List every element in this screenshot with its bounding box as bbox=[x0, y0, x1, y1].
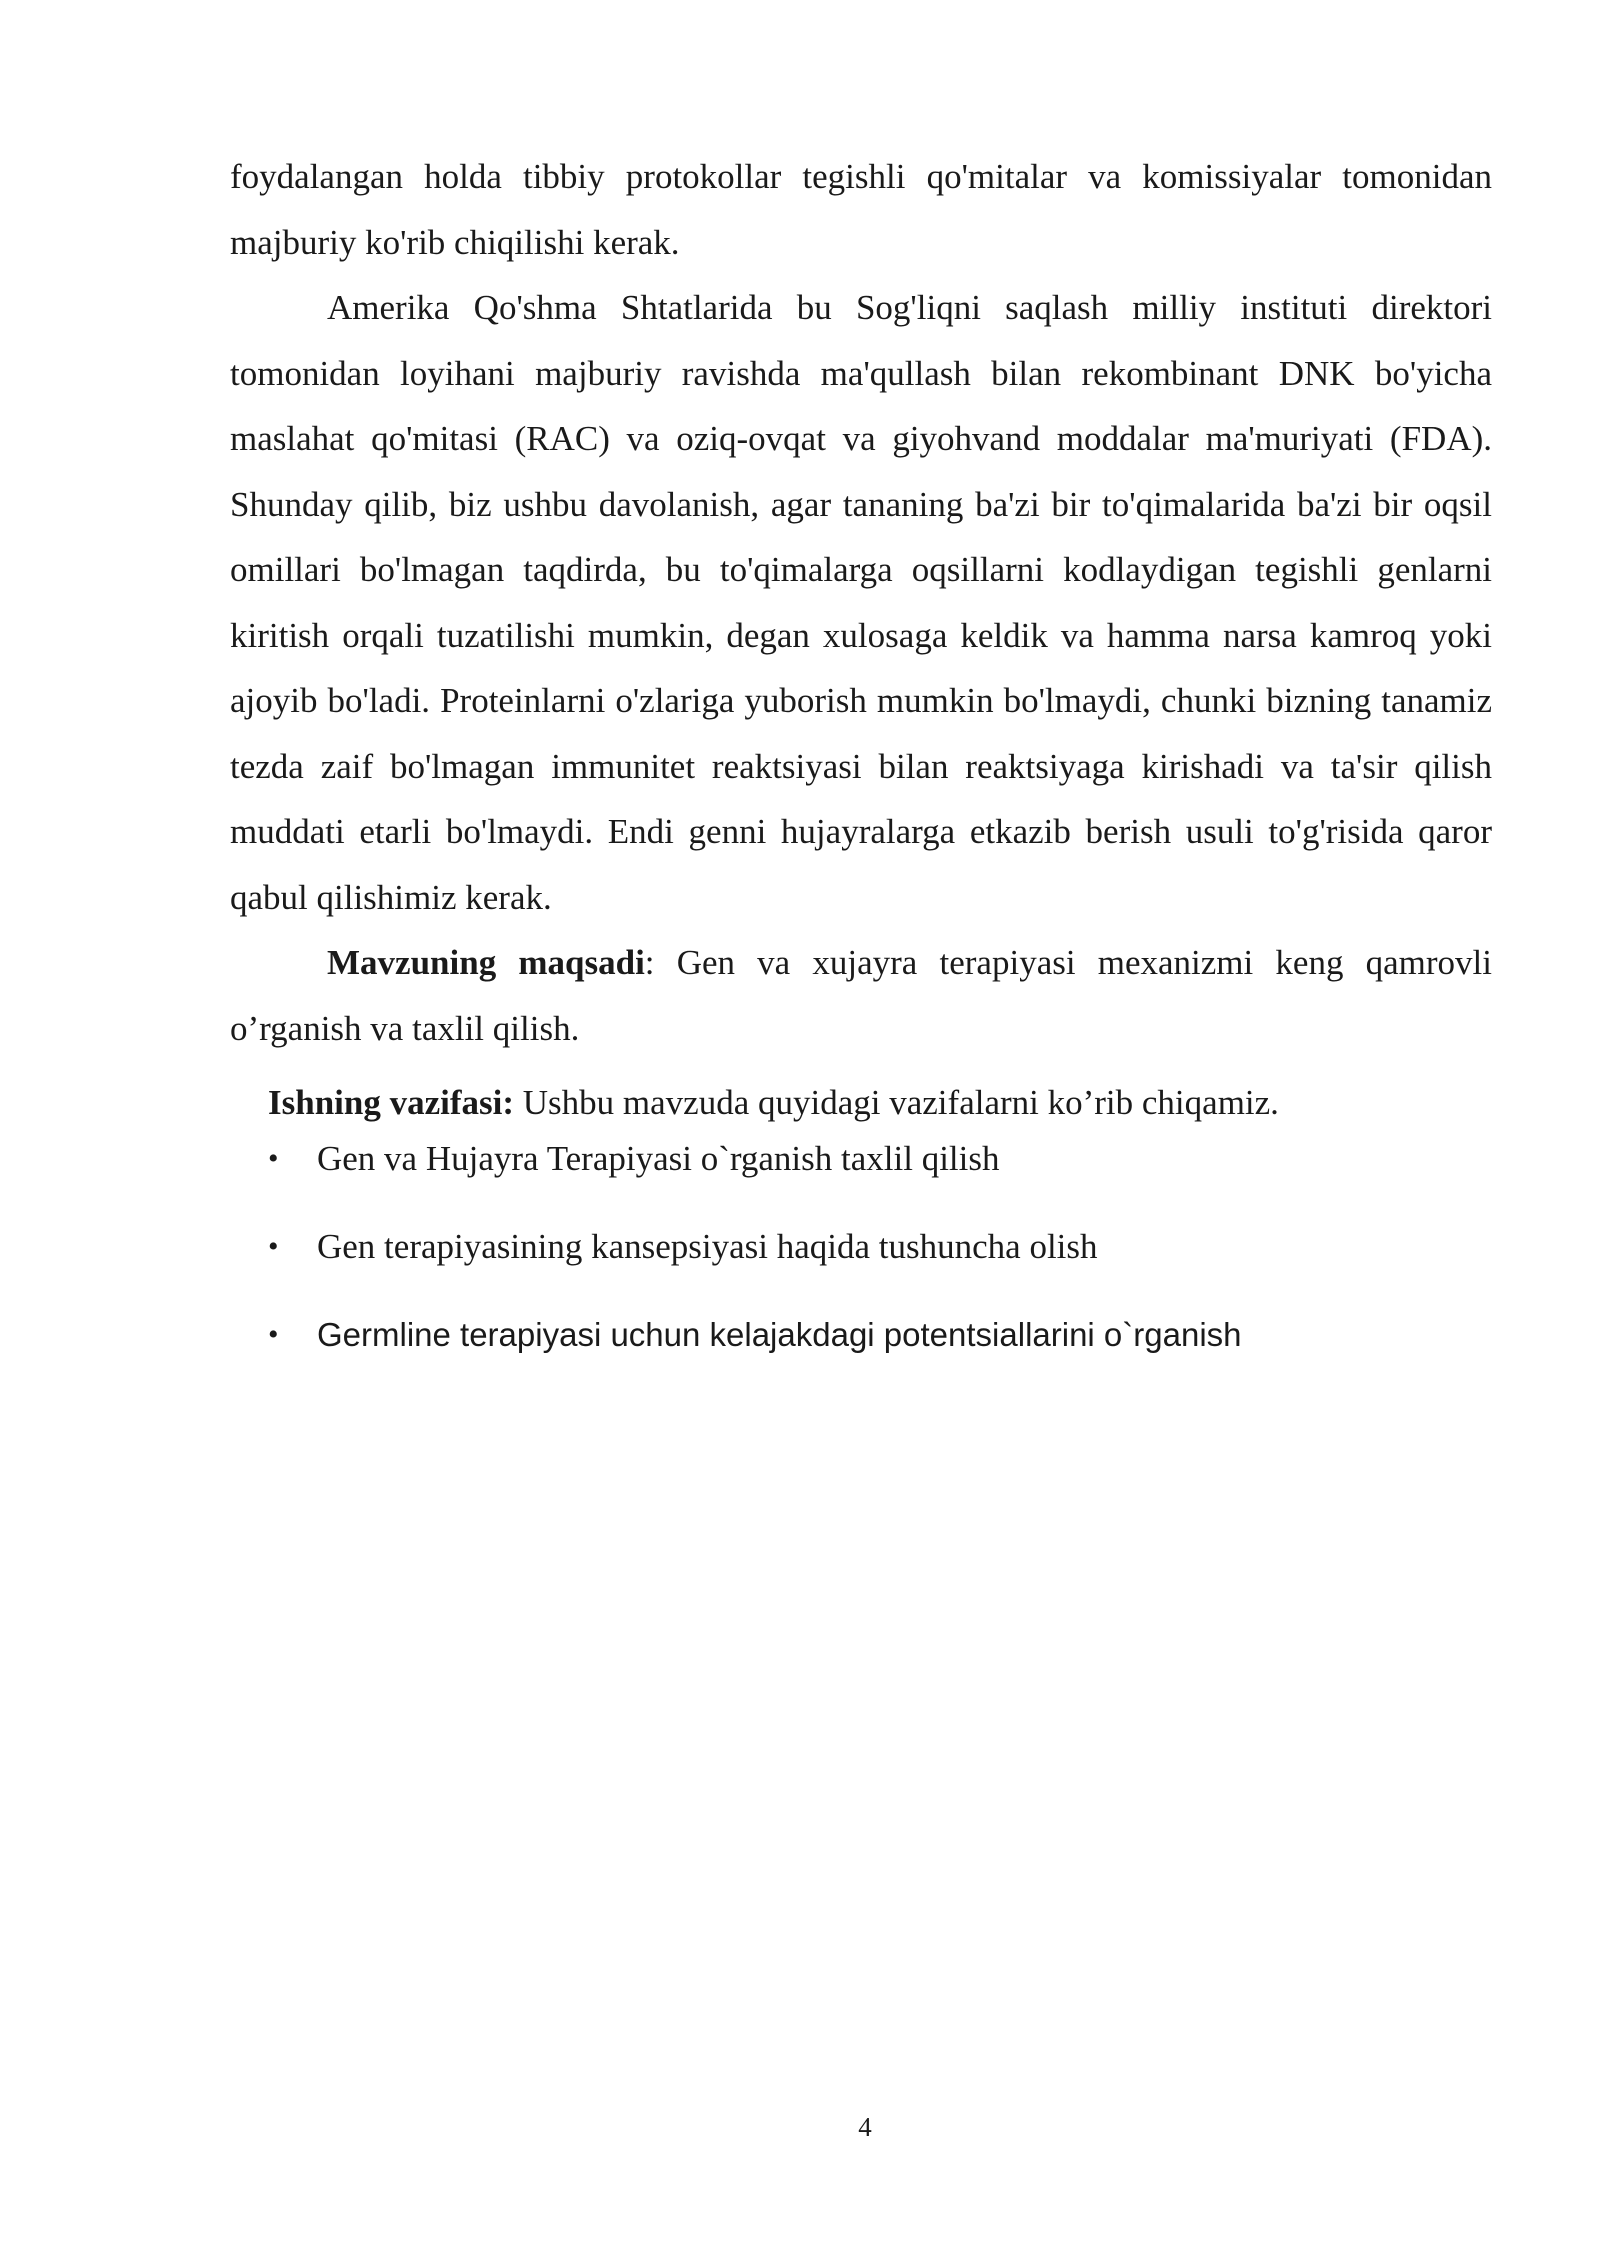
task-item bbox=[268, 1307, 1468, 1395]
page-number: 4 bbox=[858, 2112, 872, 2142]
paragraph-usa-regulation: Amerika Qo'shma Shtatlarida bu Sog'liqni saqlash milliy instituti direktori tomonidan loyihani majburiy ravishda ma'qullash bilan rekombinant DNK bo'yicha maslahat qo'mitasi (RAC) va oziq-ovqat va giyohvand moddalar ma'muriyati (FDA). Shunday qilib, biz ushbu davolanish, agar tananing ba'zi bir to'qimalarida ba'zi bir oqsil omillari bo'lmagan taqdirda, bu to'qimalarga oqsillarni kodlaydigan tegishli genlarni kiritish orqali tuzatilishi mumkin, degan xulosaga keldik va hamma narsa kamroq yoki ajoyib bo'ladi. Proteinlarni o'zlariga yuborish mumkin bo'lmaydi, chunki bizning tanamiz tezda zaif bo'lmagan immunitet reaktsiyasi bilan reaktsiyaga kirishadi va ta'sir qilish muddati etarli bo'lmaydi. Endi genni hujayralarga etkazib berish usuli to'g'risida qaror qabul qilishimiz kerak. bbox=[230, 288, 1492, 917]
bullet-icon: • bbox=[268, 1142, 279, 1175]
bullet-icon: • bbox=[268, 1318, 279, 1351]
paragraph-continuation: foydalangan holda tibbiy protokollar tegishli qo'mitalar va komissiyalar tomonidan majburiy ko'rib chiqilishi kerak. bbox=[230, 157, 1492, 262]
tasks-heading bbox=[268, 1075, 1468, 1131]
goal-text: : Gen va xujayra terapiyasi mexanizmi keng qamrovli o’rganish va taxlil qilish. bbox=[230, 943, 1492, 1048]
task-item-text: Germline terapiyasi uchun kelajakdagi potentsiallarini o`rganish bbox=[317, 1316, 1242, 1353]
tasks-intro-text: Ushbu mavzuda quyidagi vazifalarni ko’rib chiqamiz. bbox=[514, 1083, 1279, 1122]
task-list bbox=[268, 1131, 1468, 1395]
tasks-section bbox=[268, 1075, 1468, 1395]
task-item bbox=[268, 1219, 1468, 1307]
goal-paragraph bbox=[230, 930, 1492, 1061]
tasks-label: Ishning vazifasi: bbox=[268, 1083, 515, 1122]
goal-label: Mavzuning maqsadi bbox=[327, 943, 645, 982]
bullet-icon: • bbox=[268, 1230, 279, 1263]
task-item bbox=[268, 1131, 1468, 1219]
task-item-text: Gen va Hujayra Terapiyasi o`rganish taxlil qilish bbox=[317, 1139, 1000, 1178]
task-item-text: Gen terapiyasining kansepsiyasi haqida tushuncha olish bbox=[317, 1227, 1098, 1266]
